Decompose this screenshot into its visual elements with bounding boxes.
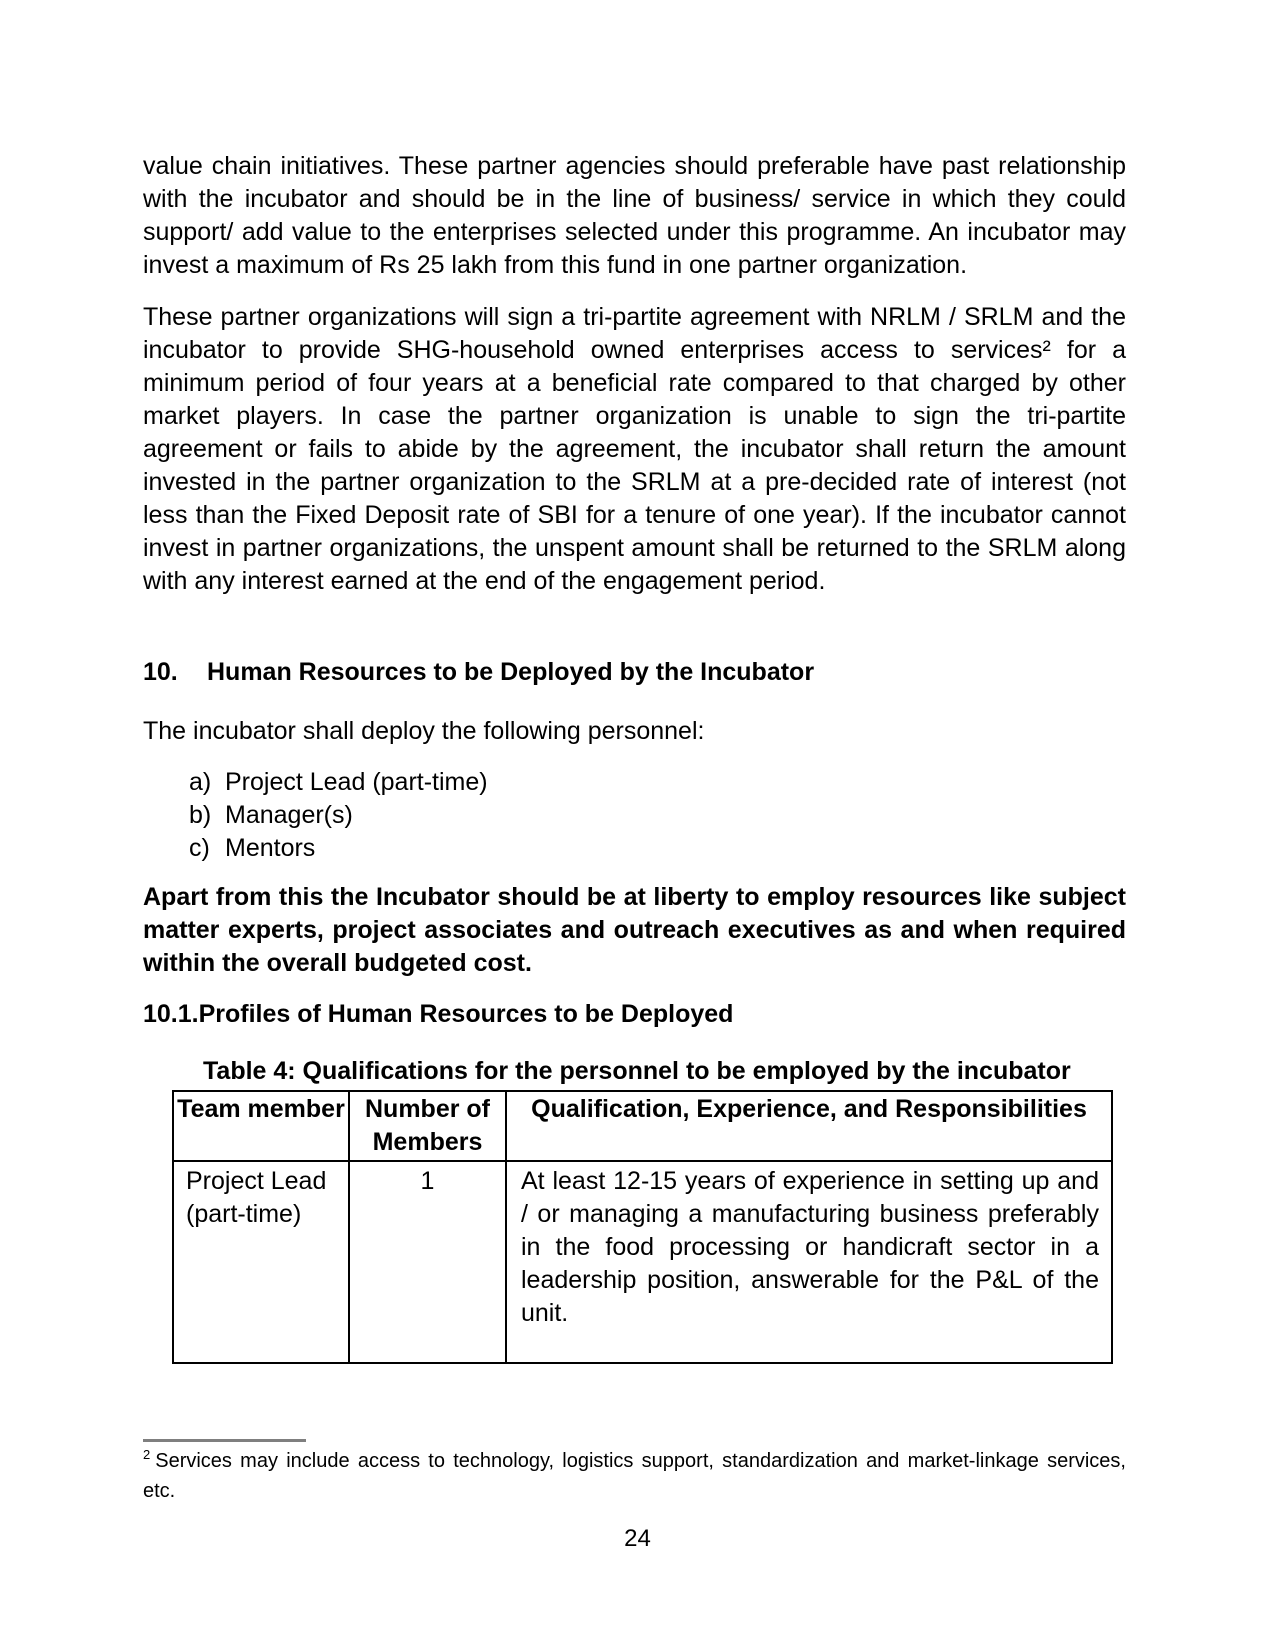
- cell-qualification: At least 12-15 years of experience in setting up and / or managing a manufacturing business preferably in the food processing or handicraft sector in a leadership position, answerable for the P&L of the unit.: [506, 1161, 1112, 1363]
- page-number: 24: [624, 1525, 651, 1552]
- emphasis-paragraph: Apart from this the Incubator should be at liberty to employ resources like subject matter experts, project associates and outreach executives as and when required within the overall budgeted cost.: [143, 883, 1126, 977]
- list-item-mentors: [189, 832, 1126, 865]
- qualifications-table: [172, 1090, 1113, 1364]
- table-4-caption: Table 4: Qualifications for the personnel to be employed by the incubator: [203, 1057, 1071, 1085]
- list-item-label: Mentors: [225, 834, 316, 862]
- list-marker-b: b): [189, 801, 212, 829]
- column-header-qualification: Qualification, Experience, and Responsibilities: [506, 1091, 1112, 1161]
- section-10-number: 10.: [143, 658, 178, 686]
- section-heading-10-1: 10.1.Profiles of Human Resources to be Deployed: [143, 1000, 734, 1028]
- table-row-project-lead: [173, 1161, 1112, 1363]
- list-marker-a: a): [189, 768, 212, 796]
- cell-team-member: Project Lead (part-time): [173, 1161, 349, 1363]
- list-item-label: Manager(s): [225, 801, 353, 829]
- list-item-managers: [189, 799, 1126, 832]
- footnote-separator: [143, 1439, 306, 1442]
- footnote: [143, 1446, 1126, 1506]
- list-marker-c: c): [189, 834, 210, 862]
- footnote-marker: 2: [143, 1447, 151, 1463]
- list-item-label: Project Lead (part-time): [225, 768, 488, 796]
- column-header-team-member: Team member: [173, 1091, 349, 1161]
- footnote-text: Services may include access to technology, logistics support, standardization and market-linkage services, etc.: [143, 1450, 1126, 1502]
- cell-number-of-members: 1: [349, 1161, 506, 1363]
- column-header-number-of-members: Number of Members: [349, 1091, 506, 1161]
- section-heading-10: [143, 656, 1126, 689]
- table-header-row: [173, 1091, 1112, 1161]
- paragraph-value-chain: value chain initiatives. These partner agencies should preferable have past relationship with the incubator and should be in the line of business/ service in which they could support/ add value to the enterprises selected under this programme. An incubator may invest a maximum of Rs 25 lakh from this fund in one partner organization.: [143, 152, 1126, 279]
- paragraph-tri-partite-agreement: These partner organizations will sign a tri-partite agreement with NRLM / SRLM and the incubator to provide SHG-household owned enterprises access to services² for a minimum period of four years at a beneficial rate compared to that charged by other market players. In case the partner organization is unable to sign the tri-partite agreement or fails to abide by the agreement, the incubator shall return the amount invested in the partner organization to the SRLM at a pre-decided rate of interest (not less than the Fixed Deposit rate of SBI for a tenure of one year). If the incubator cannot invest in partner organizations, the unspent amount shall be returned to the SRLM along with any interest earned at the end of the engagement period.: [143, 303, 1126, 595]
- list-item-project-lead: [189, 766, 1126, 799]
- section-10-title: Human Resources to be Deployed by the Incubator: [207, 658, 815, 686]
- personnel-intro-text: The incubator shall deploy the following personnel:: [143, 717, 705, 745]
- personnel-list: [143, 766, 1126, 865]
